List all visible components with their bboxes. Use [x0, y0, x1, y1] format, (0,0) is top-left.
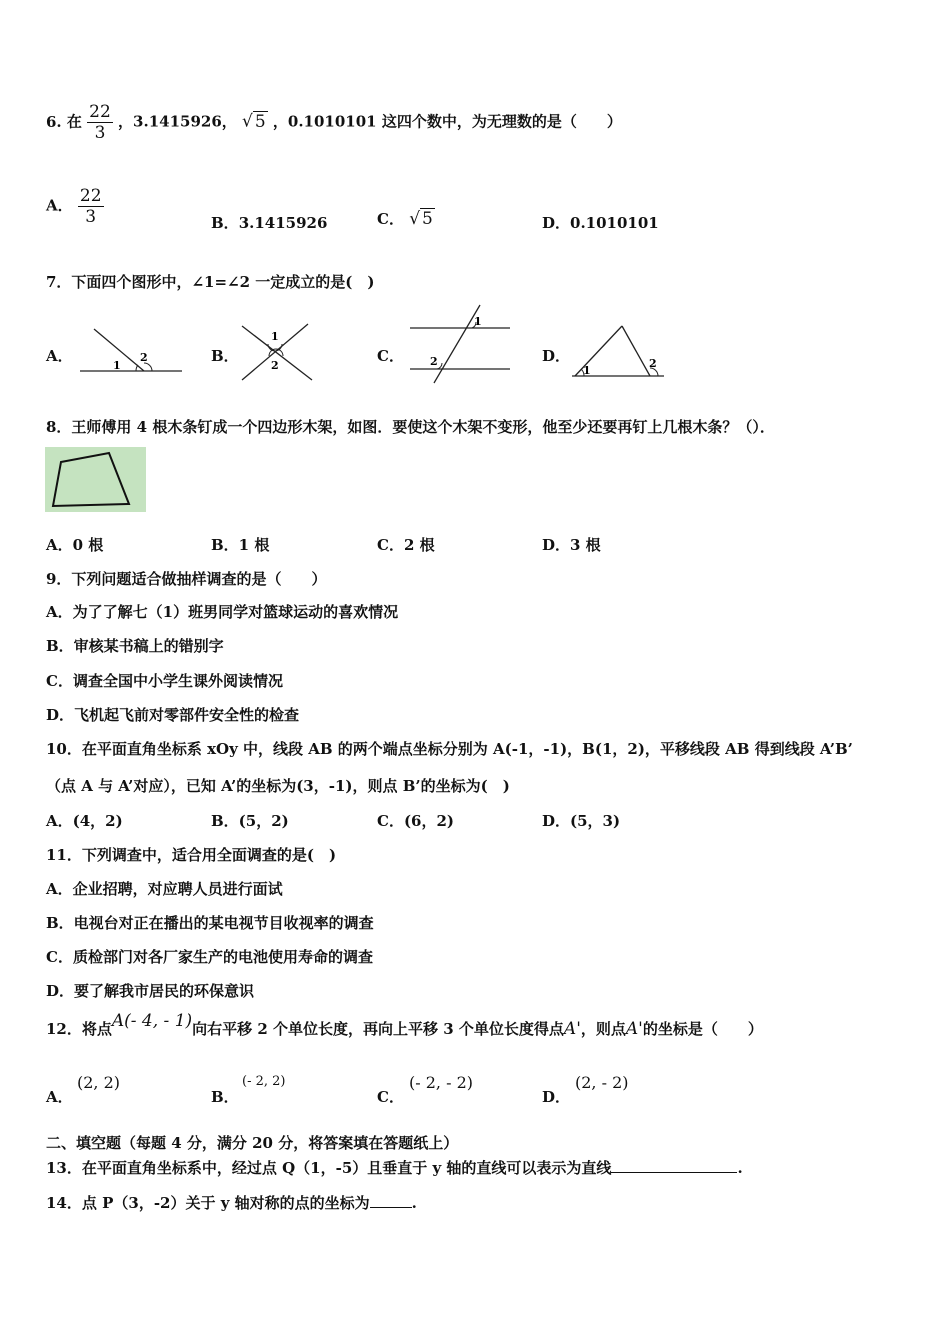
q6-option-c[interactable]	[377, 208, 435, 229]
q13-text: 13．在平面直角坐标系中，经过点 Q（1，-5）且垂直于 y 轴的直线可以表示为直线	[46, 1159, 612, 1177]
q7-label-c[interactable]: C．	[377, 347, 404, 365]
q12-option-d-value: (2, - 2)	[575, 1073, 629, 1092]
angle-2-label: 2	[140, 351, 148, 364]
q12-point-a: A(- 4, - 1)	[111, 1011, 193, 1031]
q7-stem: 7．下面四个图形中，∠1=∠2 一定成立的是( )	[46, 273, 375, 291]
q6-option-d[interactable]	[542, 212, 659, 233]
q8-option-c[interactable]: C．2 根	[377, 536, 435, 554]
q9-option-a[interactable]: A．为了了解七（1）班男同学对篮球运动的喜欢情况	[46, 603, 399, 621]
q9-stem: 9．下列问题适合做抽样调查的是（ ）	[46, 570, 327, 588]
q7-figure-a	[78, 325, 184, 375]
q6-stem	[46, 102, 622, 143]
q12-option-d-label[interactable]: D．	[542, 1088, 571, 1106]
q7-label-a[interactable]: A．	[46, 347, 73, 365]
q12-option-b-label[interactable]: B．	[211, 1088, 239, 1106]
q10-stem-line1: 10．在平面直角坐标系 xOy 中，线段 AB 的两个端点坐标分别为 A(-1，-1)，B(1，2)，平移线段 AB 得到线段 A’B’	[46, 740, 853, 758]
q6-number: 6.	[46, 112, 62, 131]
q6-option-a-fraction	[78, 186, 104, 227]
q13-answer-blank[interactable]	[611, 1158, 737, 1173]
q6-option-b[interactable]	[211, 212, 327, 233]
angle-1-label: 1	[113, 359, 121, 372]
q12-aprime-1: A'	[563, 1019, 581, 1039]
q6-post: ，0.1010101 这四个数中，为无理数的是（ ）	[272, 112, 622, 131]
angle-1-label: 1	[474, 315, 482, 328]
q6-option-a[interactable]	[46, 186, 104, 227]
q7-figure-b	[240, 322, 314, 382]
q11-option-d[interactable]: D．要了解我市居民的环保意识	[46, 982, 255, 1000]
q6-mid: ，3.1415926，	[118, 112, 237, 131]
q9-option-c[interactable]: C．调查全国中小学生课外阅读情况	[46, 672, 283, 690]
angle-1-label: 1	[583, 364, 591, 377]
q12-option-b-value: (- 2, 2)	[242, 1074, 286, 1089]
q11-option-b[interactable]: B．电视台对正在播出的某电视节目收视率的调查	[46, 914, 374, 932]
q8-stem: 8．王师傅用 4 根木条钉成一个四边形木架，如图．要使这个木架不变形，他至少还要再钉上几根木条？（）．	[46, 418, 775, 436]
q8-option-a[interactable]: A．0 根	[46, 536, 104, 554]
angle-2-label: 2	[430, 355, 438, 368]
q8-figure-background	[45, 447, 146, 512]
q7-figure-d	[570, 322, 666, 380]
q13-stem	[46, 1157, 743, 1178]
angle-2-label: 2	[271, 359, 279, 372]
q10-option-c[interactable]: C．(6，2)	[377, 812, 455, 830]
q6-option-a-num: 22	[79, 186, 102, 206]
q10-option-a[interactable]: A．(4，2)	[46, 812, 123, 830]
angle-2-label: 2	[649, 357, 657, 370]
q9-option-d[interactable]: D．飞机起飞前对零部件安全性的检查	[46, 706, 300, 724]
q7-label-d[interactable]: D．	[542, 347, 571, 365]
q6-option-a-label: A．	[46, 196, 73, 215]
q6-option-c-sqrt	[409, 208, 435, 229]
q11-stem: 11．下列调查中，适合用全面调查的是( )	[46, 846, 337, 864]
q10-stem-line2: （点 A 与 A’对应），已知 A’的坐标为(3，-1)，则点 B’的坐标为( )	[46, 777, 510, 795]
q13-end: .	[737, 1159, 743, 1177]
q14-text: 14．点 P（3，-2）关于 y 轴对称的点的坐标为	[46, 1194, 370, 1212]
q12-stem	[46, 1011, 763, 1039]
radical-icon: √	[241, 111, 253, 132]
q6-option-c-val: 5	[422, 209, 433, 229]
q12-mid2: ，则点	[580, 1020, 626, 1038]
section-2-title: 二、填空题（每题 4 分，满分 20 分，将答案填在答题纸上）	[46, 1134, 459, 1152]
q6-frac-den: 3	[94, 123, 106, 143]
q12-option-c-value: (- 2, - 2)	[409, 1073, 473, 1092]
q6-sqrt	[242, 111, 268, 132]
q7-figure-c	[408, 303, 512, 385]
q6-option-b-text: 3.1415926	[238, 214, 328, 232]
q10-option-b[interactable]: B．(5，2)	[211, 812, 289, 830]
q6-fraction	[87, 102, 113, 143]
q8-option-d[interactable]: D．3 根	[542, 536, 601, 554]
q12-pre: 12．将点	[46, 1020, 112, 1038]
q6-option-a-den: 3	[85, 207, 97, 227]
q12-option-c-label[interactable]: C．	[377, 1088, 404, 1106]
q6-sqrt-val: 5	[254, 111, 266, 132]
q12-mid: 向右平移 2 个单位长度，再向上平移 3 个单位长度得点	[192, 1020, 564, 1038]
q6-frac-num: 22	[89, 102, 111, 122]
q6-option-c-label: C．	[377, 210, 404, 228]
q12-aprime-2: A'	[625, 1019, 643, 1039]
q6-option-b-label: B．	[211, 214, 239, 232]
q14-answer-blank[interactable]	[370, 1193, 412, 1208]
q11-option-c[interactable]: C．质检部门对各厂家生产的电池使用寿命的调查	[46, 948, 373, 966]
q6-option-d-text: 0.1010101	[570, 214, 659, 232]
q12-option-a-value: (2, 2)	[77, 1073, 121, 1092]
q14-stem	[46, 1192, 417, 1213]
q6-option-d-label: D．	[542, 214, 571, 232]
q14-end: .	[411, 1194, 417, 1212]
radical-icon: √	[409, 209, 421, 229]
angle-1-label: 1	[271, 330, 279, 343]
q8-quadrilateral-figure	[45, 447, 146, 512]
q8-option-b[interactable]: B．1 根	[211, 536, 270, 554]
q11-option-a[interactable]: A．企业招聘，对应聘人员进行面试	[46, 880, 283, 898]
q12-post: 的坐标是（ ）	[642, 1020, 763, 1038]
q9-option-b[interactable]: B．审核某书稿上的错别字	[46, 637, 224, 655]
q6-pre: 在	[66, 112, 82, 131]
q7-label-b[interactable]: B．	[211, 347, 239, 365]
q10-option-d[interactable]: D．(5，3)	[542, 812, 621, 830]
q12-option-a-label[interactable]: A．	[46, 1088, 73, 1106]
